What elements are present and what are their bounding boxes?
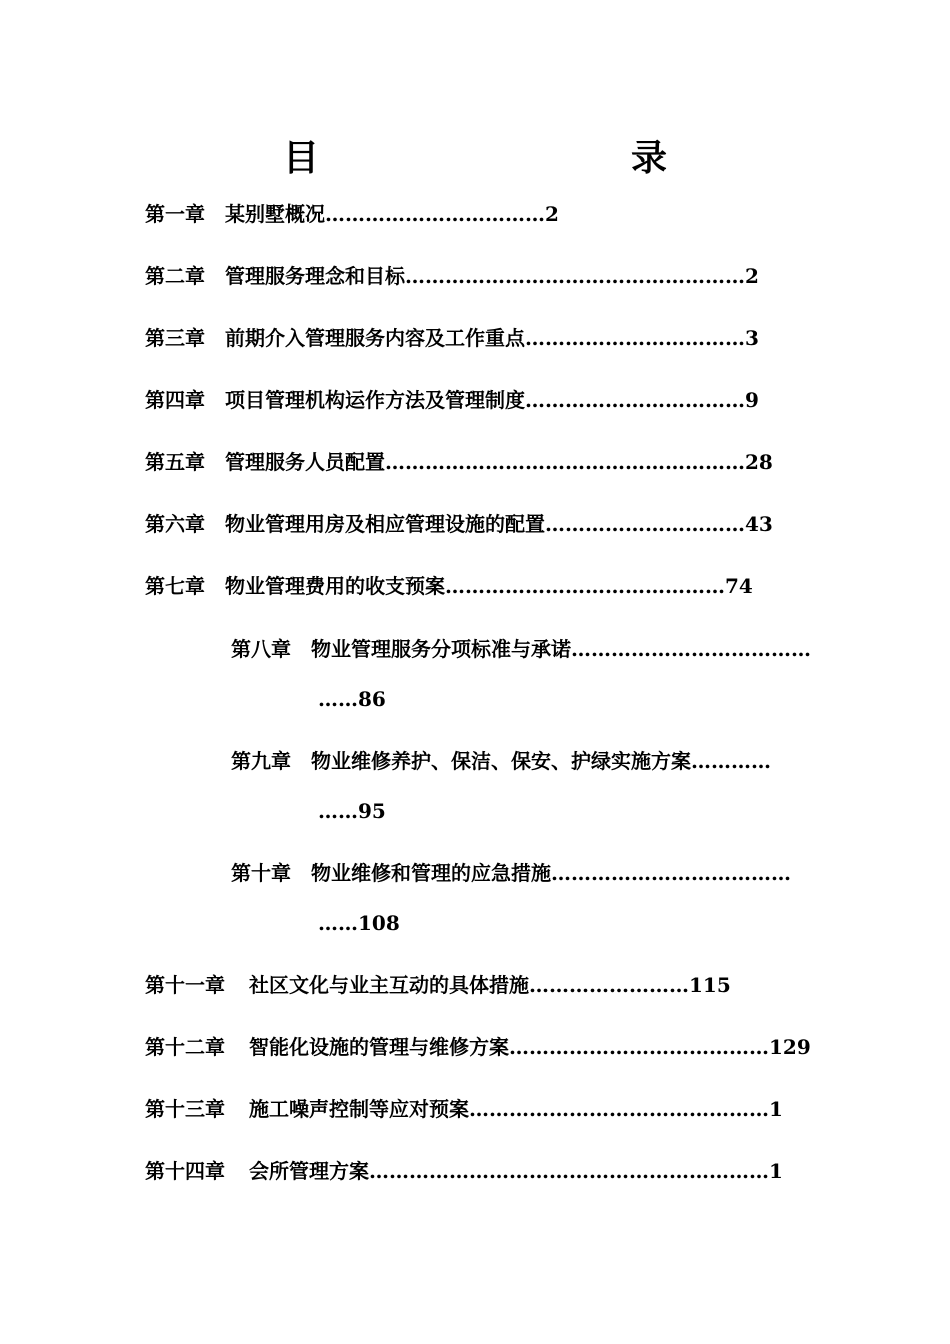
- chapter-number: 第三章: [145, 326, 205, 350]
- toc-entry[interactable]: [145, 1095, 783, 1123]
- leader-dots: ………………………………………: [469, 1097, 769, 1121]
- chapter-title: 智能化设施的管理与维修方案: [249, 1035, 509, 1059]
- page-number: 43: [745, 512, 773, 536]
- page-number: 1: [769, 1159, 783, 1183]
- toc-entry[interactable]: [145, 971, 731, 999]
- page-number: 2: [545, 202, 559, 226]
- chapter-title: 施工噪声控制等应对预案: [249, 1097, 469, 1121]
- chapter-number: 第十四章: [145, 1159, 225, 1183]
- leader-dots: ………………………………: [571, 637, 811, 661]
- leader-dots: ……………………………: [525, 388, 745, 412]
- toc-entry[interactable]: [145, 448, 773, 476]
- page-number: 28: [745, 450, 773, 474]
- page-number: ……108: [318, 911, 400, 935]
- chapter-title: 前期介入管理服务内容及工作重点: [225, 326, 525, 350]
- leader-dots: ……………………………: [325, 202, 545, 226]
- chapter-title: 物业维修养护、保洁、保安、护绿实施方案: [311, 749, 691, 773]
- toc-entry[interactable]: [231, 635, 811, 663]
- chapter-number: 第十二章: [145, 1035, 225, 1059]
- chapter-title: 物业管理用房及相应管理设施的配置: [225, 512, 545, 536]
- chapter-number: 第五章: [145, 450, 205, 474]
- chapter-number: 第十一章: [145, 973, 225, 997]
- page-number: 1: [769, 1097, 783, 1121]
- toc-entry[interactable]: [231, 747, 771, 775]
- chapter-title: 管理服务人员配置: [225, 450, 385, 474]
- chapter-number: 第九章: [231, 749, 291, 773]
- page-number: 9: [745, 388, 759, 412]
- chapter-number: 第二章: [145, 264, 205, 288]
- toc-entry[interactable]: [145, 200, 559, 228]
- toc-entry[interactable]: [231, 859, 791, 887]
- chapter-number: 第十章: [231, 861, 291, 885]
- toc-entry-continuation: [318, 685, 386, 713]
- chapter-title: 物业管理费用的收支预案: [225, 574, 445, 598]
- leader-dots: ……………………………………………………: [369, 1159, 769, 1183]
- chapter-title: 物业管理服务分项标准与承诺: [311, 637, 571, 661]
- leader-dots: …………………………………: [509, 1035, 769, 1059]
- leader-dots: ………………………………………………: [385, 450, 745, 474]
- page-number: ……95: [318, 799, 386, 823]
- toc-entry[interactable]: [145, 1033, 811, 1061]
- chapter-title: 物业维修和管理的应急措施: [311, 861, 551, 885]
- leader-dots: ……………………………………………: [405, 264, 745, 288]
- chapter-number: 第四章: [145, 388, 205, 412]
- leader-dots: …………: [691, 749, 771, 773]
- leader-dots: ………………………………: [551, 861, 791, 885]
- page-number: 115: [689, 973, 731, 997]
- toc-entry[interactable]: [145, 572, 753, 600]
- chapter-number: 第七章: [145, 574, 205, 598]
- leader-dots: ……………………………: [525, 326, 745, 350]
- toc-entry[interactable]: [145, 510, 773, 538]
- chapter-number: 第八章: [231, 637, 291, 661]
- page-title: 目 录: [282, 137, 747, 179]
- chapter-number: 第十三章: [145, 1097, 225, 1121]
- chapter-number: 第一章: [145, 202, 205, 226]
- chapter-title: 会所管理方案: [249, 1159, 369, 1183]
- toc-entry-continuation: [318, 797, 386, 825]
- page-number: 2: [745, 264, 759, 288]
- chapter-title: 社区文化与业主互动的具体措施: [249, 973, 529, 997]
- page-number: 129: [769, 1035, 811, 1059]
- leader-dots: …………………………: [545, 512, 745, 536]
- chapter-title: 项目管理机构运作方法及管理制度: [225, 388, 525, 412]
- page-number: ……86: [318, 687, 386, 711]
- page-number: 3: [745, 326, 759, 350]
- chapter-title: 某别墅概况: [225, 202, 325, 226]
- toc-entry[interactable]: [145, 386, 759, 414]
- toc-entry-continuation: [318, 909, 400, 937]
- chapter-title: 管理服务理念和目标: [225, 264, 405, 288]
- leader-dots: ……………………: [529, 973, 689, 997]
- page-number: 74: [725, 574, 753, 598]
- chapter-number: 第六章: [145, 512, 205, 536]
- toc-entry[interactable]: [145, 262, 759, 290]
- leader-dots: ……………………………………: [445, 574, 725, 598]
- toc-entry[interactable]: [145, 1157, 783, 1185]
- toc-entry[interactable]: [145, 324, 759, 352]
